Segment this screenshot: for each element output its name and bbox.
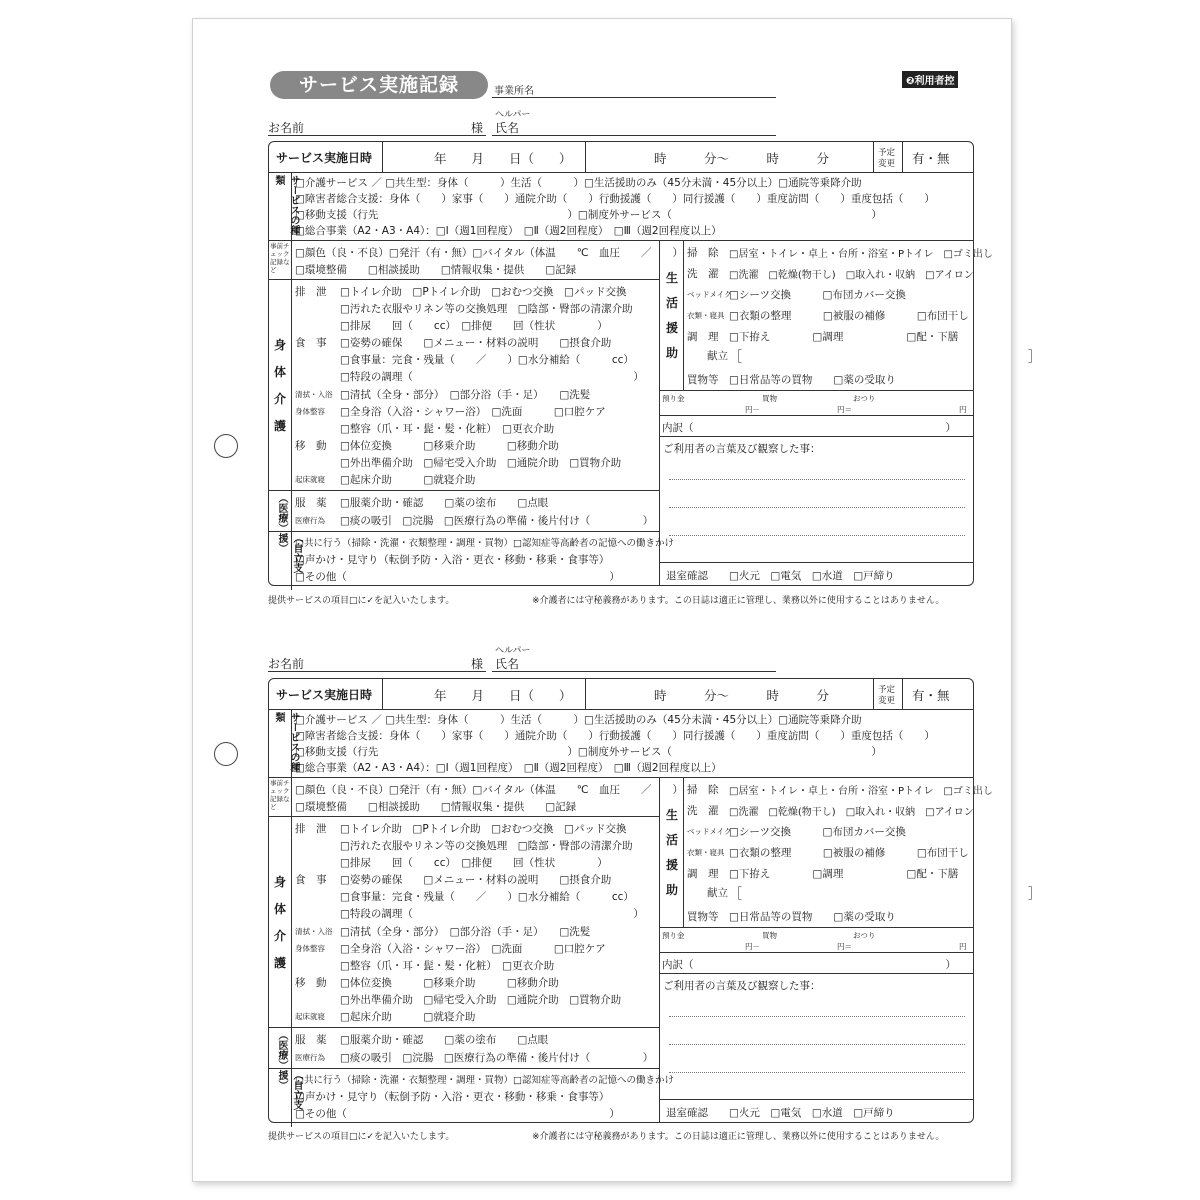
- daily-support-title-1: 生: [665, 808, 678, 822]
- pre-check-line-1[interactable]: □顔色（良・不良）□発汗（有・無）□バイタル（体温 ℃ 血圧 ／ ）: [295, 784, 684, 796]
- body-care-line-3[interactable]: □排尿 回（ cc） □排便 回（性状 ）: [340, 320, 608, 332]
- service-type-title: サービスの種類: [273, 175, 299, 235]
- yen-minus-label: 円－: [745, 405, 760, 414]
- daily-support-title-1: 生: [665, 271, 678, 285]
- office-name-field[interactable]: [492, 97, 776, 98]
- copy-badge: ❷利用者控: [902, 71, 958, 88]
- daily-support-label-2: 洗 濯: [687, 268, 719, 280]
- footer-right: ※介護者には守秘義務があります。この日誌は適正に管理し、業務以外に使用することはありません。: [532, 596, 945, 606]
- daily-support-line-3[interactable]: □シーツ交換 □布団カバー交換: [729, 826, 906, 838]
- body-care-line-11[interactable]: □外出準備介助 □帰宅受入介助 □通院介助 □買物介助: [340, 457, 622, 469]
- body-care-line-6[interactable]: □特段の調理（ ）: [340, 371, 644, 383]
- footer-right: ※介護者には守秘義務があります。この日誌は適正に管理し、業務以外に使用することはありません。: [532, 1132, 945, 1142]
- body-care-line-4[interactable]: □姿勢の確保 □メニュー・材料の説明 □摂食介助: [340, 874, 612, 886]
- purchase-label: 買物: [762, 931, 777, 940]
- name-label: お名前: [268, 121, 305, 135]
- body-care-title-4: 護: [273, 419, 286, 433]
- name-label: お名前: [268, 657, 305, 671]
- record-form: [268, 678, 1042, 1123]
- body-care-label-1: 排 泄: [295, 286, 327, 298]
- change-label: おつり: [853, 931, 876, 940]
- schedule-change-label-1: 予定: [878, 148, 896, 158]
- body-care-line-8[interactable]: □全身浴（入浴・シャワー浴） □洗面 □口腔ケア: [340, 406, 606, 418]
- yen-minus-label: 円－: [745, 942, 760, 951]
- medical-line-2[interactable]: □痰の吸引 □浣腸 □医療行為の準備・後片付け（ ）: [340, 515, 654, 527]
- observation-label: ご利用者の言葉及び観察した事：: [663, 443, 821, 455]
- independence-line-2[interactable]: □声かけ・見守り（転倒予防・入浴・更衣・移動・移乗・食事等）: [295, 554, 610, 566]
- punch-hole-bottom: [214, 742, 238, 766]
- schedule-change-value[interactable]: 有・無: [912, 151, 950, 166]
- body-care-title-3: 介: [273, 392, 286, 406]
- body-care-line-6[interactable]: □特段の調理（ ）: [340, 908, 644, 920]
- body-care-label-4: 食 事: [295, 337, 327, 349]
- body-care-label-12: 起床就寝: [295, 475, 325, 484]
- daily-support-line-1[interactable]: □居室・トイレ・卓上・台所・浴室・Pトイレ □ゴミ出し: [729, 786, 993, 797]
- body-care-title-2: 体: [273, 902, 286, 916]
- body-care-line-7[interactable]: □清拭（全身・部分） □部分浴（手・足） □洗髪: [340, 389, 591, 401]
- service-type-line-3[interactable]: □移動支援（行先 ）□制度外サービス（ ）: [295, 746, 882, 758]
- daily-support-label-3: ベッドメイク: [687, 290, 732, 299]
- footer-left: 提供サービスの項目□に✓を記入いたします。: [268, 596, 455, 606]
- pre-check-title: 事前チェック記録など: [270, 779, 290, 811]
- body-care-label-10: 移 動: [295, 977, 327, 989]
- helper-name-field[interactable]: [492, 671, 776, 672]
- punch-hole-top: [214, 434, 238, 458]
- service-type-line-2[interactable]: □障害者総合支援：身体（ ）家事（ ）通院介助（ ）行動援護（ ）同行援護（ ）重度訪問（ ）重度包括（ ）: [295, 193, 935, 205]
- yen-equal-label: 円＝: [837, 405, 852, 414]
- body-care-line-9[interactable]: □整容（爪・耳・髭・髪・化粧） □更衣介助: [340, 423, 555, 435]
- exit-check[interactable]: 退室確認 □火元 □電気 □水道 □戸締り: [666, 1107, 895, 1119]
- body-care-line-4[interactable]: □姿勢の確保 □メニュー・材料の説明 □摂食介助: [340, 337, 612, 349]
- service-time-field[interactable]: 時 分～ 時 分: [654, 688, 830, 703]
- daily-support-line-5[interactable]: □下拵え □調理 □配・下膳: [729, 331, 959, 343]
- helper-name-label: 氏名: [495, 121, 520, 135]
- daily-support-label-5: 調 理: [687, 331, 719, 343]
- daily-support-label-1: 掃 除: [687, 784, 719, 796]
- daily-support-label-6: 献立: [707, 887, 728, 899]
- daily-support-label-2: 洗 濯: [687, 805, 719, 817]
- independence-line-3[interactable]: □その他（ ）: [295, 1108, 620, 1120]
- medical-title: （医療）: [276, 1030, 287, 1070]
- body-care-label-10: 移 動: [295, 440, 327, 452]
- exit-check[interactable]: 退室確認 □火元 □電気 □水道 □戸締り: [666, 570, 895, 582]
- date-row-label: サービス実施日時: [276, 151, 373, 165]
- independence-line-1[interactable]: □共に行う（掃除・洗濯・衣類整理・調理・買物）□認知症等高齢者の記憶への働きかけ: [295, 1075, 674, 1086]
- service-type-line-1[interactable]: □介護サービス ／ □共生型：身体（ ）生活（ ）□生活援助のみ（45分未満・45分以上）□通院等乗降介助: [295, 177, 862, 189]
- body-care-label-4: 食 事: [295, 874, 327, 886]
- body-care-label-7: 清拭・入浴: [295, 390, 333, 399]
- body-care-line-2[interactable]: □汚れた衣服やリネン等の交換処理 □陰部・臀部の清潔介助: [340, 840, 633, 852]
- body-care-label-12: 起床就寝: [295, 1012, 325, 1021]
- body-care-line-3[interactable]: □排尿 回（ cc） □排便 回（性状 ）: [340, 857, 608, 869]
- daily-support-label-4: 衣類・寝具: [687, 848, 725, 857]
- daily-support-label-5: 調 理: [687, 868, 719, 880]
- yen-label: 円: [959, 405, 967, 414]
- daily-support-label-3: ベッドメイク: [687, 827, 732, 836]
- name-field[interactable]: [268, 671, 486, 672]
- change-label: おつり: [853, 394, 876, 403]
- service-type-title: サービスの種類: [273, 712, 299, 772]
- medical-line-2[interactable]: □痰の吸引 □浣腸 □医療行為の準備・後片付け（ ）: [340, 1052, 654, 1064]
- form-title: サービス実施記録: [270, 71, 488, 99]
- service-date-field[interactable]: 年 月 日（ ）: [434, 151, 572, 166]
- purchase-label: 買物: [762, 394, 777, 403]
- deposit-label: 預り金: [662, 931, 685, 940]
- daily-support-title-3: 援: [665, 321, 678, 335]
- body-care-line-11[interactable]: □外出準備介助 □帰宅受入介助 □通院介助 □買物介助: [340, 994, 622, 1006]
- name-field[interactable]: [268, 135, 486, 136]
- daily-support-title-3: 援: [665, 858, 678, 872]
- observation-label: ご利用者の言葉及び観察した事：: [663, 980, 821, 992]
- yen-label: 円: [959, 942, 967, 951]
- body-care-title-1: 身: [273, 875, 286, 889]
- daily-support-label-7: 買物等: [687, 911, 719, 923]
- body-care-line-10[interactable]: □体位変換 □移乗介助 □移動介助: [340, 977, 559, 989]
- sama-label: 様: [471, 657, 484, 671]
- daily-support-line-1[interactable]: □居室・トイレ・卓上・台所・浴室・Pトイレ □ゴミ出し: [729, 249, 993, 260]
- service-date-field[interactable]: 年 月 日（ ）: [434, 688, 572, 703]
- body-care-line-1[interactable]: □トイレ介助 □Pトイレ介助 □おむつ交換 □パッド交換: [340, 286, 627, 298]
- yen-equal-label: 円＝: [837, 942, 852, 951]
- breakdown-field[interactable]: 内訳（ ）: [662, 959, 956, 971]
- daily-support-title-4: 助: [665, 883, 678, 897]
- pre-check-line-2[interactable]: □環境整備 □相談援助 □情報収集・提供 □記録: [295, 801, 577, 813]
- body-care-label-1: 排 泄: [295, 823, 327, 835]
- medical-line-1[interactable]: □服薬介助・確認 □薬の塗布 □点眼: [340, 1034, 549, 1046]
- medical-title: （医療）: [276, 493, 287, 533]
- daily-support-line-2[interactable]: □洗濯 □乾燥(物干し) □取入れ・収納 □アイロン: [729, 807, 974, 818]
- body-care-line-12[interactable]: □起床介助 □就寝介助: [340, 474, 476, 486]
- daily-support-label-1: 掃 除: [687, 247, 719, 259]
- daily-support-title-2: 活: [665, 296, 678, 310]
- pre-check-title: 事前チェック記録など: [270, 242, 290, 274]
- body-care-line-5[interactable]: □食事量：完食・残量（ ／ ）□水分補給（ cc）: [340, 354, 634, 366]
- daily-support-line-5[interactable]: □下拵え □調理 □配・下膳: [729, 868, 959, 880]
- record-form: [268, 141, 1042, 586]
- daily-support-line-6[interactable]: ［ ］: [729, 887, 1042, 902]
- helper-small-label: ヘルパー: [495, 646, 531, 656]
- helper-small-label: ヘルパー: [495, 110, 531, 120]
- footer-left: 提供サービスの項目□に✓を記入いたします。: [268, 1132, 455, 1142]
- service-type-line-2[interactable]: □障害者総合支援：身体（ ）家事（ ）通院介助（ ）行動援護（ ）同行援護（ ）重度訪問（ ）重度包括（ ）: [295, 730, 935, 742]
- schedule-change-label-2: 変更: [878, 696, 896, 706]
- independence-title: （自立支援）: [276, 1070, 302, 1110]
- service-type-line-4[interactable]: □総合事業（A2・A3・A4）：□Ⅰ（週1回程度） □Ⅱ（週2回程度） □Ⅲ（週2回程度以上）: [295, 762, 722, 774]
- body-care-label-7: 清拭・入浴: [295, 927, 333, 936]
- medical-label-1: 服 薬: [295, 497, 327, 509]
- body-care-line-5[interactable]: □食事量：完食・残量（ ／ ）□水分補給（ cc）: [340, 891, 634, 903]
- independence-line-2[interactable]: □声かけ・見守り（転倒予防・入浴・更衣・移動・移乗・食事等）: [295, 1091, 610, 1103]
- daily-support-label-7: 買物等: [687, 374, 719, 386]
- medical-line-1[interactable]: □服薬介助・確認 □薬の塗布 □点眼: [340, 497, 549, 509]
- body-care-title-3: 介: [273, 929, 286, 943]
- body-care-title-1: 身: [273, 338, 286, 352]
- helper-name-field[interactable]: [492, 135, 776, 136]
- helper-name-label: 氏名: [495, 657, 520, 671]
- body-care-title-2: 体: [273, 365, 286, 379]
- daily-support-title-4: 助: [665, 346, 678, 360]
- service-time-field[interactable]: 時 分～ 時 分: [654, 151, 830, 166]
- body-care-title-4: 護: [273, 956, 286, 970]
- body-care-line-10[interactable]: □体位変換 □移乗介助 □移動介助: [340, 440, 559, 452]
- independence-line-3[interactable]: □その他（ ）: [295, 571, 620, 583]
- service-type-line-3[interactable]: □移動支援（行先 ）□制度外サービス（ ）: [295, 209, 882, 221]
- office-name-label: 事業所名: [494, 86, 534, 97]
- daily-support-line-4[interactable]: □衣類の整理 □被服の補修 □布団干し: [729, 847, 969, 859]
- body-care-line-9[interactable]: □整容（爪・耳・髭・髪・化粧） □更衣介助: [340, 960, 555, 972]
- independence-line-1[interactable]: □共に行う（掃除・洗濯・衣類整理・調理・買物）□認知症等高齢者の記憶への働きかけ: [295, 538, 674, 549]
- body-care-line-2[interactable]: □汚れた衣服やリネン等の交換処理 □陰部・臀部の清潔介助: [340, 303, 633, 315]
- daily-support-line-7[interactable]: □日常品等の買物 □薬の受取り: [729, 911, 896, 923]
- service-type-line-1[interactable]: □介護サービス ／ □共生型：身体（ ）生活（ ）□生活援助のみ（45分未満・45分以上）□通院等乗降介助: [295, 714, 862, 726]
- schedule-change-value[interactable]: 有・無: [912, 688, 950, 703]
- body-care-line-8[interactable]: □全身浴（入浴・シャワー浴） □洗面 □口腔ケア: [340, 943, 606, 955]
- body-care-line-1[interactable]: □トイレ介助 □Pトイレ介助 □おむつ交換 □パッド交換: [340, 823, 627, 835]
- daily-support-label-6: 献立: [707, 350, 728, 362]
- schedule-change-label-2: 変更: [878, 159, 896, 169]
- daily-support-line-2[interactable]: □洗濯 □乾燥(物干し) □取入れ・収納 □アイロン: [729, 270, 974, 281]
- body-care-line-7[interactable]: □清拭（全身・部分） □部分浴（手・足） □洗髪: [340, 926, 591, 938]
- date-row-label: サービス実施日時: [276, 688, 373, 702]
- breakdown-field[interactable]: 内訳（ ）: [662, 422, 956, 434]
- body-care-label-8: 身体整容: [295, 407, 325, 416]
- medical-label-2: 医療行為: [295, 1053, 325, 1062]
- daily-support-line-6[interactable]: ［ ］: [729, 350, 1042, 365]
- daily-support-label-4: 衣類・寝具: [687, 311, 725, 320]
- schedule-change-label-1: 予定: [878, 685, 896, 695]
- sama-label: 様: [471, 121, 484, 135]
- pre-check-line-2[interactable]: □環境整備 □相談援助 □情報収集・提供 □記録: [295, 264, 577, 276]
- medical-label-1: 服 薬: [295, 1034, 327, 1046]
- daily-support-line-4[interactable]: □衣類の整理 □被服の補修 □布団干し: [729, 310, 969, 322]
- daily-support-line-7[interactable]: □日常品等の買物 □薬の受取り: [729, 374, 896, 386]
- pre-check-line-1[interactable]: □顔色（良・不良）□発汗（有・無）□バイタル（体温 ℃ 血圧 ／ ）: [295, 247, 684, 259]
- body-care-line-12[interactable]: □起床介助 □就寝介助: [340, 1011, 476, 1023]
- service-type-line-4[interactable]: □総合事業（A2・A3・A4）：□Ⅰ（週1回程度） □Ⅱ（週2回程度） □Ⅲ（週2回程度以上）: [295, 225, 722, 237]
- deposit-label: 預り金: [662, 394, 685, 403]
- daily-support-line-3[interactable]: □シーツ交換 □布団カバー交換: [729, 289, 906, 301]
- medical-label-2: 医療行為: [295, 516, 325, 525]
- body-care-label-8: 身体整容: [295, 944, 325, 953]
- independence-title: （自立支援）: [276, 533, 302, 573]
- daily-support-title-2: 活: [665, 833, 678, 847]
